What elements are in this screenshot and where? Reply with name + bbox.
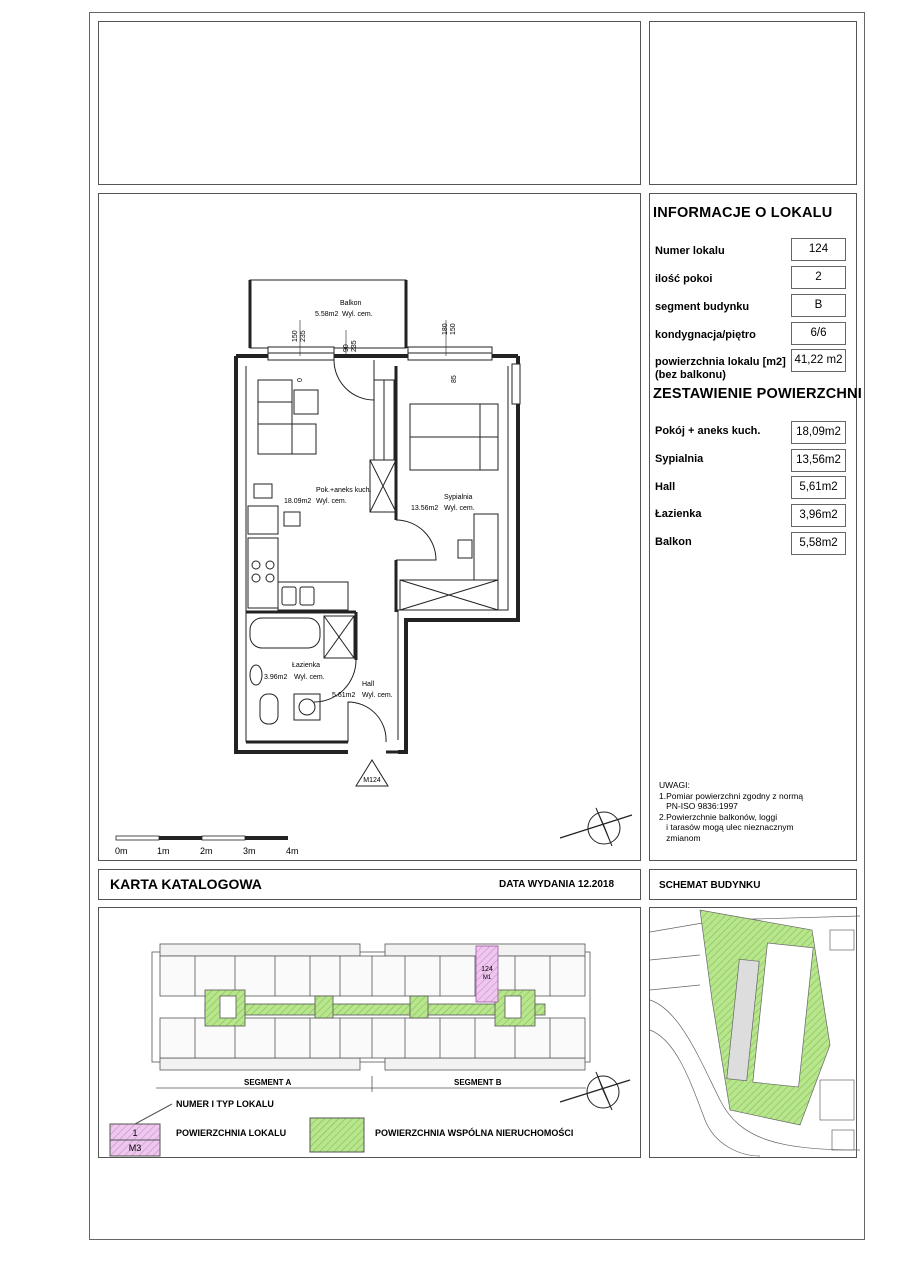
- floor-plan: [236, 280, 520, 752]
- dim-3a: 180: [442, 323, 449, 335]
- keyplan-unit-type: M1: [482, 975, 492, 981]
- bedroom-name: Sypialnia: [444, 494, 473, 501]
- site-plan: [650, 910, 860, 1156]
- bathroom-area: 3.96m2: [264, 674, 288, 681]
- legend-area-label: POWIERZCHNIA LOKALU: [176, 1128, 287, 1138]
- scale-2: 2m: [200, 846, 213, 856]
- summary-value-bedroom: 13,56m2: [791, 449, 846, 472]
- info-value-unit-number: 124: [791, 238, 846, 261]
- balcony-area: 5.58m2: [315, 311, 339, 318]
- hall-name: Hall: [362, 681, 375, 688]
- dim-3c: 85: [451, 375, 458, 383]
- balcony-finish: Wyl. cem.: [342, 311, 373, 318]
- catalog-title: KARTA KATALOGOWA: [110, 876, 262, 892]
- summary-value-balcony: 5,58m2: [791, 532, 846, 555]
- bedroom-finish: Wyl. cem.: [444, 505, 475, 512]
- dim-3b: 150: [450, 323, 457, 335]
- scale-bar: [115, 836, 299, 856]
- dim-2a: 90: [343, 344, 350, 352]
- info-title: INFORMACJE O LOKALU: [653, 205, 833, 221]
- info-label-segment: segment budynku: [655, 301, 750, 313]
- living-name: Pok.+aneks kuch.: [316, 487, 372, 494]
- bathroom-finish: Wyl. cem.: [294, 674, 325, 681]
- summary-value-living: 18,09m2: [791, 421, 846, 444]
- info-value-floor: 6/6: [791, 322, 846, 345]
- info-value-segment: B: [791, 294, 846, 317]
- north-arrow-icon: [560, 808, 632, 846]
- key-plan: [152, 944, 590, 1092]
- door-bedroom: [396, 520, 436, 560]
- keyplan-unit-number: 124: [481, 966, 493, 973]
- unit-tag: [356, 760, 388, 786]
- issue-date: DATA WYDANIA 12.2018: [499, 879, 615, 890]
- living-area: 18.09m2: [284, 498, 312, 505]
- legend-sample-number: 1: [132, 1128, 138, 1138]
- scale-1: 1m: [157, 846, 170, 856]
- info-value-area: 41,22 m2: [791, 349, 846, 372]
- balcony-name: Balkon: [340, 300, 362, 307]
- summary-label-living: Pokój + aneks kuch.: [655, 425, 761, 437]
- dim-1b: 235: [300, 330, 307, 342]
- legend-unit-label: NUMER I TYP LOKALU: [176, 1099, 274, 1109]
- summary-label-hall: Hall: [655, 481, 676, 493]
- hall-area: 5.61m2: [332, 692, 356, 699]
- summary-label-bedroom: Sypialnia: [655, 453, 704, 465]
- dim-2c: 0: [297, 378, 304, 382]
- info-value-rooms: 2: [791, 266, 846, 289]
- info-label-rooms: ilość pokoi: [655, 273, 713, 285]
- legend-sample-type: M3: [128, 1143, 142, 1153]
- summary-value-hall: 5,61m2: [791, 476, 846, 499]
- schema-title: SCHEMAT BUDYNKU: [659, 880, 761, 891]
- scale-4: 4m: [286, 846, 299, 856]
- summary-title: ZESTAWIENIE POWIERZCHNI: [653, 386, 862, 402]
- info-label-floor: kondygnacja/piętro: [655, 329, 756, 341]
- info-label-unit-number: Numer lokalu: [655, 245, 725, 257]
- segment-b-label: SEGMENT B: [454, 1078, 502, 1087]
- summary-label-balcony: Balkon: [655, 536, 692, 548]
- door-entrance: [348, 702, 386, 742]
- summary-value-bathroom: 3,96m2: [791, 504, 846, 527]
- bathroom-name: Łazienka: [292, 662, 321, 669]
- north-arrow-icon: [560, 1072, 630, 1110]
- dim-1a: 150: [292, 330, 299, 342]
- living-finish: Wyl. cem.: [316, 498, 347, 505]
- dim-2b: 235: [351, 340, 358, 352]
- unit-tag-text: M124: [363, 777, 381, 784]
- bedroom-area: 13.56m2: [411, 505, 439, 512]
- scale-0: 0m: [115, 846, 128, 856]
- notes-text: UWAGI: 1.Pomiar powierzchni zgodny z normą PN-ISO 9836:1997 2.Powierzchnie balkonów, loggi i tarasów mogą ulec nieznacznym zmianom: [659, 780, 804, 843]
- scale-3: 3m: [243, 846, 256, 856]
- hall-finish: Wyl. cem.: [362, 692, 393, 699]
- window-side: [512, 364, 520, 404]
- legend-common-label: POWIERZCHNIA WSPÓLNA NIERUCHOMOŚCI: [375, 1128, 574, 1138]
- door-balcony: [334, 360, 374, 400]
- info-label-area: powierzchnia lokalu [m2] (bez balkonu): [655, 356, 786, 381]
- summary-label-bathroom: Łazienka: [655, 508, 702, 520]
- segment-a-label: SEGMENT A: [244, 1078, 292, 1087]
